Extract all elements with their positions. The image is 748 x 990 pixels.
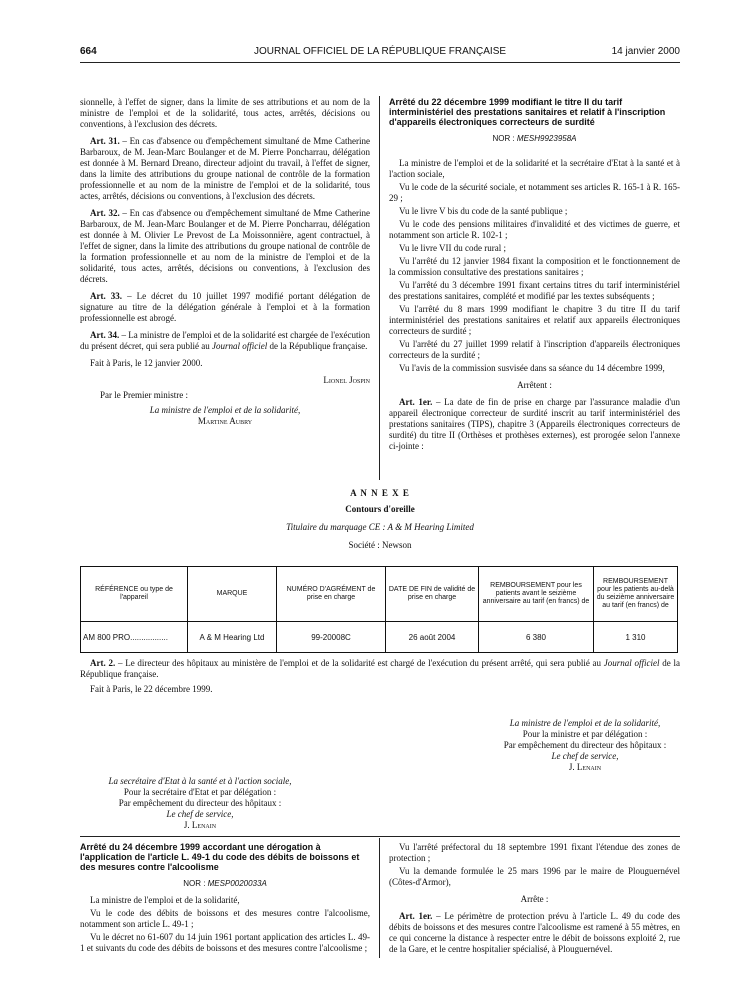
paragraph: sionnelle, à l'effet de signer, dans la limite de ses attributions et au nom de la ministre de l'emploi et de la solidarité, tous actes, arrêtés, décisions ou conventions, à l'exclusion des décrets. xyxy=(80,97,370,129)
article-text: – Le directeur des hôpitaux au ministère de l'emploi et de la solidarité est chargé de l'exécution du présent arrêté, qui sera publié au xyxy=(115,658,604,668)
column-header: RÉFÉRENCE ou type de l'appareil xyxy=(81,567,188,622)
column-header: MARQUE xyxy=(188,567,277,622)
journal-name: Journal officiel xyxy=(603,658,660,668)
nor-label: NOR : xyxy=(183,879,208,888)
visa: Vu l'arrêté préfectoral du 18 septembre 1991 fixant l'étendue des zones de protection ; xyxy=(389,842,680,863)
table-cell: A & M Hearing Ltd xyxy=(188,622,277,653)
article-label: Art. 32. xyxy=(90,208,120,218)
column-divider xyxy=(379,838,380,958)
signer-role: La ministre de l'emploi et de la solidarité, xyxy=(509,718,661,728)
nor-reference xyxy=(389,133,680,144)
article-text: – Le décret du 10 juillet 1997 modifié portant délégation de signature au titre de la délégation générale à l'emploi et à la formation professionnelle est abrogé. xyxy=(80,291,370,323)
article-label: Art. 1er. xyxy=(399,397,433,407)
article-2 xyxy=(80,658,680,680)
annex-company: Société : Newson xyxy=(348,540,412,550)
nor-code: MESH9923958A xyxy=(516,134,577,143)
visa: Vu l'arrêté du 8 mars 1999 modifiant le chapitre 3 du titre II du tarif interministériel des prestations sanitaires et relatif aux appareils électroniques correcteurs de surdité ; xyxy=(389,304,680,336)
visa: Vu l'arrêté du 3 décembre 1991 fixant certains titres du tarif interministériel des prestations sanitaires, complété et modifié par les textes subséquents ; xyxy=(389,280,680,301)
visa: Vu le livre V bis du code de la santé publique ; xyxy=(399,206,568,216)
article-text: – En cas d'absence ou d'empêchement simultané de Mme Catherine Barbaroux, de M. Jean-Marc Boulanger et de M. Pierre Poncharrau, délégation est donnée à M. Bernard Dreano, directeur adjoint du travail, à l'effet de signer, dans la limite des attributions du groupe national de contrôle de la formation professionnelle et au nom de la ministre de l'emploi et de la solidarité, tous actes, arrêtés, décisions ou conventions, à l'exclusion des décrets. xyxy=(80,136,370,201)
column-header: REMBOURSEMENT pour les patients au-delà du seizième anniversaire au tarif (en francs) de xyxy=(594,567,678,622)
visa: Vu la demande formulée le 25 mars 1996 par le maire de Plouguernével (Côtes-d'Armor), xyxy=(389,866,680,887)
article-1 xyxy=(389,397,680,452)
article-text: – La ministre de l'emploi et de la solidarité est chargée de l'exécution du présent décret, qui sera publié au xyxy=(80,330,370,351)
visa: Vu l'arrêté du 27 juillet 1999 relatif à l'inscription d'appareils électroniques correcteurs de la surdité ; xyxy=(389,339,680,360)
delegation-line: Par empêchement du directeur des hôpitaux : xyxy=(118,798,282,808)
nor-label: NOR : xyxy=(492,134,517,143)
signer-name: J. Lenain xyxy=(568,762,602,772)
bottom-left-column xyxy=(80,842,370,956)
column-header: DATE DE FIN de validité de prise en charge xyxy=(386,567,479,622)
paragraph: La ministre de l'emploi et de la solidarité, xyxy=(90,895,240,905)
issue-date: 14 janvier 2000 xyxy=(611,46,680,57)
signer-role: La secrétaire d'Etat à la santé et à l'action sociale, xyxy=(108,776,292,786)
visa: Vu le code des débits de boissons et des mesures contre l'alcoolisme, notamment son article L. 49-1 ; xyxy=(80,908,370,929)
signature-block-left xyxy=(80,776,320,831)
left-column xyxy=(80,97,370,427)
article-label: Art. 34. xyxy=(90,330,120,340)
article-text: – En cas d'absence ou d'empêchement simultané de Mme Catherine Barbaroux, de M. Jean-Marc Boulanger et de M. Pierre Poncharrau, délégation est donnée à M. Olivier Le Prevost de La Moissonnière, agent contractuel, à l'effet de signer, dans la limite des attributions du groupe national de contrôle de la formation professionnelle et au nom de la ministre de l'emploi et de la solidarité, tous actes, arrêtés, décisions ou conventions, à l'exclusion des décrets. xyxy=(80,208,370,284)
section-rule xyxy=(80,836,680,837)
minister-role: La ministre de l'emploi et de la solidarité, xyxy=(149,405,301,415)
table-cell: 6 380 xyxy=(479,622,594,653)
article-text: de la République française. xyxy=(80,658,680,679)
table-row xyxy=(81,622,678,653)
annex-heading: A N N E X E xyxy=(350,488,410,498)
journal-name: Journal officiel xyxy=(211,341,268,351)
article-label: Art. 1er. xyxy=(399,911,433,921)
arretent: Arrêtent : xyxy=(517,380,552,390)
table-header-row xyxy=(81,567,678,622)
column-header: NUMÉRO D'AGRÉMENT de prise en charge xyxy=(277,567,386,622)
article-31 xyxy=(80,136,370,202)
signature-block-right xyxy=(470,718,700,773)
bottom-right-column xyxy=(389,842,680,961)
decree-title: Arrêté du 22 décembre 1999 modifiant le titre II du tarif interministériel des prestations sanitaires et relatif à l'inscription d'appareils électroniques correcteurs de surdité xyxy=(389,97,666,127)
table-cell: 26 août 2004 xyxy=(386,622,479,653)
article-34 xyxy=(80,330,370,352)
delegation-line: Pour la ministre et par délégation : xyxy=(522,729,648,739)
right-column xyxy=(389,97,680,458)
reimbursement-table xyxy=(80,566,678,653)
done-at: Fait à Paris, le 22 décembre 1999. xyxy=(90,684,213,694)
column-header: REMBOURSEMENT pour les patients avant le seizième anniversaire au tarif (en francs) de xyxy=(479,567,594,622)
page-number: 664 xyxy=(80,46,97,57)
article-text: – La date de fin de prise en charge par l'assurance maladie d'un appareil électronique correcteur de surdité inscrit au tarif interministériel des prestations sanitaires (TIPS), chapitre 3 (Appareils électroniques correcteurs de surdité) du titre II (Orthèses et prothèses externes), est prorogée selon l'annexe ci-jointe : xyxy=(389,397,680,451)
paragraph: La ministre de l'emploi et de la solidarité et la secrétaire d'Etat à la santé et à l'action sociale, xyxy=(389,158,680,179)
article-text: de la République française. xyxy=(267,341,368,351)
header-rule xyxy=(80,62,680,63)
column-divider xyxy=(379,96,380,480)
visa: Vu le code de la sécurité sociale, et notamment ses articles R. 165-1 à R. 165-29 ; xyxy=(389,182,680,203)
visa: Vu le livre VII du code rural ; xyxy=(399,243,507,253)
signer-name: J. Lenain xyxy=(183,820,217,830)
minister-name: Martine Aubry xyxy=(197,416,253,426)
article-label: Art. 33. xyxy=(90,291,123,301)
table-cell: 1 310 xyxy=(594,622,678,653)
annex-holder: Titulaire du marquage CE : A & M Hearing Limited xyxy=(286,522,474,532)
article-32 xyxy=(80,208,370,285)
nor-code: MESP0020033A xyxy=(207,879,267,888)
signer-title: Le chef de service, xyxy=(166,809,234,819)
article-33 xyxy=(80,291,370,324)
article-1 xyxy=(389,911,680,955)
pm-line: Par le Premier ministre : xyxy=(100,390,188,400)
signer-name: Lionel Jospin xyxy=(323,375,370,385)
decree-title: Arrêté du 24 décembre 1999 accordant une dérogation à l'application de l'article L. 49-1 du code des débits de boissons et des mesures contre l'alcoolisme xyxy=(80,842,360,872)
article-label: Art. 2. xyxy=(90,658,116,668)
visa: Vu le décret no 61-607 du 14 juin 1961 portant application des articles L. 49-1 et suivants du code des débits de boissons et des mesures contre l'alcoolisme ; xyxy=(80,932,370,953)
done-at: Fait à Paris, le 12 janvier 2000. xyxy=(90,358,203,368)
article-text: – Le périmètre de protection prévu à l'article L. 49 du code des débits de boissons et des mesures contre l'alcoolisme est ramené à 55 mètres, en ce qui concerne la distance à respecter entre le débit de boissons exploité 2, rue de la Gare, et le centre hospitalier spécialisé, à Plouguernével. xyxy=(389,911,680,954)
visa: Vu l'arrêté du 12 janvier 1984 fixant la composition et le fonctionnement de la commission consultative des prestations sanitaires ; xyxy=(389,256,680,277)
page-header xyxy=(80,46,680,60)
signer-title: Le chef de service, xyxy=(551,751,619,761)
delegation-line: Pour la secrétaire d'Etat et par délégation : xyxy=(123,787,277,797)
arrete: Arrête : xyxy=(520,894,549,904)
table-cell: 99-20008C xyxy=(277,622,386,653)
table-cell: AM 800 PRO................. xyxy=(81,622,188,653)
visa: Vu l'avis de la commission susvisée dans sa séance du 14 décembre 1999, xyxy=(399,363,665,373)
journal-title: JOURNAL OFFICIEL DE LA RÉPUBLIQUE FRANÇAISE xyxy=(253,46,507,57)
visa: Vu le code des pensions militaires d'invalidité et des victimes de guerre, et notamment son article R. 102-1 ; xyxy=(389,219,680,240)
annex-subheading: Contours d'oreille xyxy=(345,504,415,514)
after-table xyxy=(80,658,680,699)
delegation-line: Par empêchement du directeur des hôpitaux : xyxy=(503,740,667,750)
nor-reference xyxy=(80,878,370,889)
article-label: Art. 31. xyxy=(90,136,120,146)
